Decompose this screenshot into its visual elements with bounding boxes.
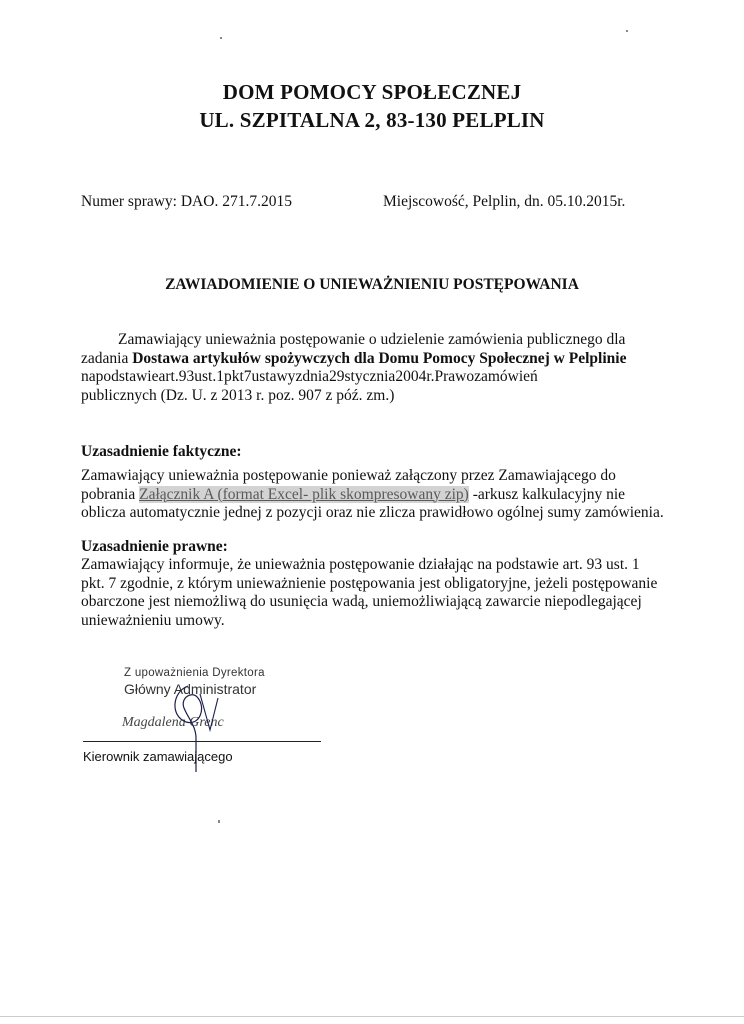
signature-line: [83, 741, 321, 742]
institution-address: UL. SZPITALNA 2, 83-130 PELPLIN: [199, 108, 545, 132]
scan-mark: [0, 1016, 744, 1017]
legal-line: unieważnieniu umowy.: [81, 611, 225, 629]
factual-text: -arkusz kalkulacyjny nie: [468, 485, 626, 503]
intro-word: Prawo: [434, 368, 475, 385]
document-title: ZAWIADOMIENIE O UNIEWAŻNIENIU POSTĘPOWANIA: [165, 276, 579, 293]
intro-word: stycznia: [344, 368, 396, 385]
intro-word: zamówień: [474, 368, 538, 385]
intro-word: ust.: [194, 368, 217, 385]
intro-text: zadania: [81, 349, 133, 367]
institution-name: DOM POMOCY SPOŁECZNEJ: [222, 80, 522, 104]
intro-word: r.: [426, 368, 435, 385]
stamp-authorization: Z upoważnienia Dyrektora: [124, 667, 265, 679]
factual-text: pobrania: [81, 485, 140, 503]
factual-line: Zamawiający unieważnia postępowanie ponieważ załączony przez Zamawiającego do: [81, 467, 616, 484]
intro-line: Zamawiający unieważnia postępowanie o udzielenie zamówienia publicznego dla: [118, 331, 626, 348]
intro-word: 1: [216, 368, 224, 385]
attachment-link[interactable]: Załącznik A (format Excel- plik skompresowany zip): [139, 485, 469, 503]
intro-paragraph: [81, 331, 627, 405]
intro-word: dnia: [302, 368, 330, 385]
intro-word: 93: [178, 368, 195, 385]
legal-paragraph: [81, 556, 658, 630]
stamp-name: Magdalena Grenc: [122, 715, 224, 730]
place-date: Miejscowość, Pelplin, dn. 05.10.2015r.: [383, 193, 626, 210]
legal-line: Zamawiający informuje, że unieważnia postępowanie działając na podstawie art. 93 ust. 1: [81, 556, 640, 573]
factual-line: oblicza automatycznie jednej z pozycji oraz nie zlicza prawidłowo ogólnej sumy zamówienia.: [81, 504, 664, 521]
intro-word: z: [295, 368, 303, 385]
intro-word: podstawie: [95, 368, 159, 385]
case-number: Numer sprawy: DAO. 271.7.2015: [81, 193, 292, 210]
stamp-title: Główny Administrator: [124, 681, 257, 697]
contract-subject: Dostawa artykułów spożywczych dla Domu Pomocy Społecznej w Pelplinie: [132, 349, 627, 367]
intro-line-justified: [81, 368, 609, 387]
legal-heading: Uzasadnienie prawne:: [81, 538, 228, 555]
scan-mark: [218, 820, 220, 823]
intro-line: [81, 349, 627, 369]
intro-word: na: [81, 368, 96, 385]
intro-word: art.: [158, 368, 179, 385]
scan-mark: [220, 37, 222, 39]
intro-word: 7: [243, 368, 252, 385]
intro-word: ustawy: [251, 368, 296, 385]
intro-word: pkt: [223, 368, 244, 385]
factual-heading: Uzasadnienie faktyczne:: [81, 443, 242, 460]
signature-caption: Kierownik zamawiającego: [83, 749, 233, 764]
factual-paragraph: [81, 467, 664, 523]
legal-line: obarczone jest niemożliwą do usunięcia wadą, uniemożliwiającą zawarcie niepodlegającej: [81, 593, 642, 610]
legal-line: pkt. 7 zgodnie, z którym unieważnienie postępowania jest obligatoryjne, jeżeli postępowanie: [81, 574, 658, 592]
intro-word: 29: [329, 368, 345, 385]
intro-line: publicznych (Dz. U. z 2013 r. poz. 907 z póź. zm.): [81, 386, 395, 404]
factual-line: [81, 486, 641, 505]
intro-word: 2004: [395, 368, 427, 385]
scan-mark: [626, 30, 628, 32]
